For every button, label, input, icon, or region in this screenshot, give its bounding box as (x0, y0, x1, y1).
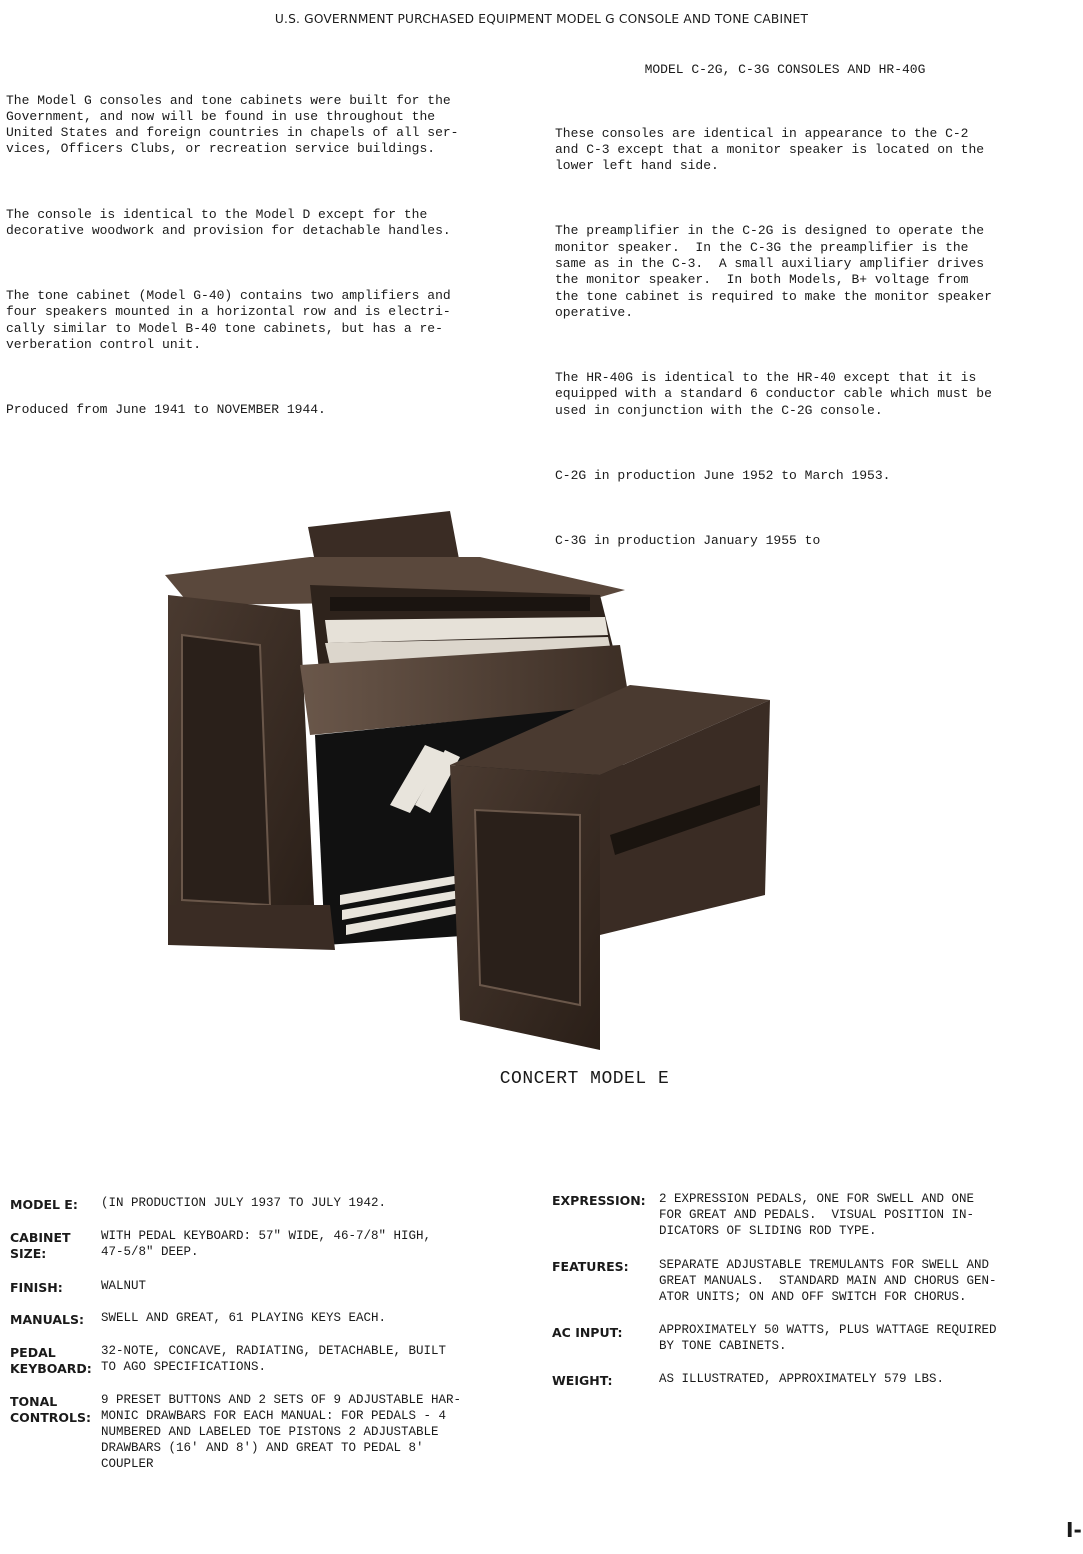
spec-value-features: SEPARATE ADJUSTABLE TREMULANTS FOR SWELL AND GREAT MANUALS. STANDARD MAIN AND CHORUS GEN- ATOR UNITS; ON AND OFF SWITCH FOR CHORUS. (659, 1258, 997, 1304)
spec-label-features: FEATURES: (552, 1259, 629, 1274)
right-paragraph-3: The HR-40G is identical to the HR-40 except that it is equipped with a standard 6 conductor cable which must be used in conjunction with the C-2G console. (555, 370, 992, 418)
left-paragraph-3: The tone cabinet (Model G-40) contains two amplifiers and four speakers mounted in a horizontal row and is electri- cally similar to Model B-40 tone cabinets, but has a re- verberation control unit. (6, 288, 451, 353)
right-section-heading: MODEL C-2G, C-3G CONSOLES AND HR-40G (644, 62, 926, 77)
spec-label-cabinet-size: CABINET SIZE: (10, 1230, 71, 1261)
spec-label-tonal-controls: TONAL CONTROLS: (10, 1394, 92, 1425)
organ-console-photo (160, 505, 780, 1050)
spec-value-expression: 2 EXPRESSION PEDALS, ONE FOR SWELL AND ONE FOR GREAT AND PEDALS. VISUAL POSITION IN- DICATORS OF SLIDING ROD TYPE. (659, 1192, 975, 1238)
right-paragraph-5: C-3G in production January 1955 to (555, 533, 821, 549)
spec-value-cabinet-size: WITH PEDAL KEYBOARD: 57" WIDE, 46-7/8" HIGH, 47-5/8" DEEP. (101, 1229, 432, 1259)
left-column (6, 60, 506, 451)
spec-value-manuals: SWELL AND GREAT, 61 PLAYING KEYS EACH. (101, 1311, 387, 1325)
spec-label-weight: WEIGHT: (552, 1373, 613, 1388)
left-paragraph-2: The console is identical to the Model D except for the decorative woodwork and provision for detachable handles. (6, 206, 451, 238)
right-paragraph-4: C-2G in production June 1952 to March 1953. (555, 467, 891, 483)
page-header-title: U.S. GOVERNMENT PURCHASED EQUIPMENT MODEL G CONSOLE AND TONE CABINET (274, 12, 809, 26)
spec-label-expression: EXPRESSION: (552, 1193, 646, 1208)
page-number: I- (1066, 1518, 1082, 1542)
spec-value-ac-input: APPROXIMATELY 50 WATTS, PLUS WATTAGE REQUIRED BY TONE CABINETS. (659, 1323, 997, 1353)
right-paragraph-1: These consoles are identical in appearance to the C-2 and C-3 except that a monitor speaker is located on the lower left hand side. (555, 125, 985, 174)
spec-value-finish: WALNUT (101, 1279, 147, 1293)
left-paragraph-1: The Model G consoles and tone cabinets were built for the Government, and now will be found in use throughout the United States and foreign countries in chapels of all ser- vices, Officers Clubs, or recreation service buildings. (6, 92, 459, 157)
spec-value-tonal-controls: 9 PRESET BUTTONS AND 2 SETS OF 9 ADJUSTABLE HAR- MONIC DRAWBARS FOR EACH MANUAL: FOR PEDALS - 4 NUMBERED AND LABELED TOE PISTONS 2 ADJUSTABLE DRAWBARS (16' AND 8') AND GREAT TO PEDAL 8' COUPLER (101, 1393, 462, 1471)
spec-value-pedal-keyboard: 32-NOTE, CONCAVE, RADIATING, DETACHABLE, BUILT TO AGO SPECIFICATIONS. (101, 1344, 447, 1374)
spec-value-weight: AS ILLUSTRATED, APPROXIMATELY 579 LBS. (659, 1372, 945, 1386)
spec-label-finish: FINISH: (10, 1280, 63, 1295)
spec-value-model: (IN PRODUCTION JULY 1937 TO JULY 1942. (101, 1196, 387, 1210)
spec-label-manuals: MANUALS: (10, 1312, 84, 1327)
figure-caption: CONCERT MODEL E (499, 1069, 670, 1089)
spec-label-pedal-keyboard: PEDAL KEYBOARD: (10, 1345, 92, 1376)
left-paragraph-4: Produced from June 1941 to NOVEMBER 1944. (6, 402, 326, 418)
right-paragraph-2: The preamplifier in the C-2G is designed to operate the monitor speaker. In the C-3G the preamplifier is the same as in the C-3. A small auxiliary amplifier drives the monitor speaker. In both Models, B+ voltage from the tone cabinet is required to make the monitor speaker operative. (555, 223, 992, 320)
spec-label-ac-input: AC INPUT: (552, 1325, 623, 1340)
spec-label-model: MODEL E: (10, 1197, 78, 1212)
